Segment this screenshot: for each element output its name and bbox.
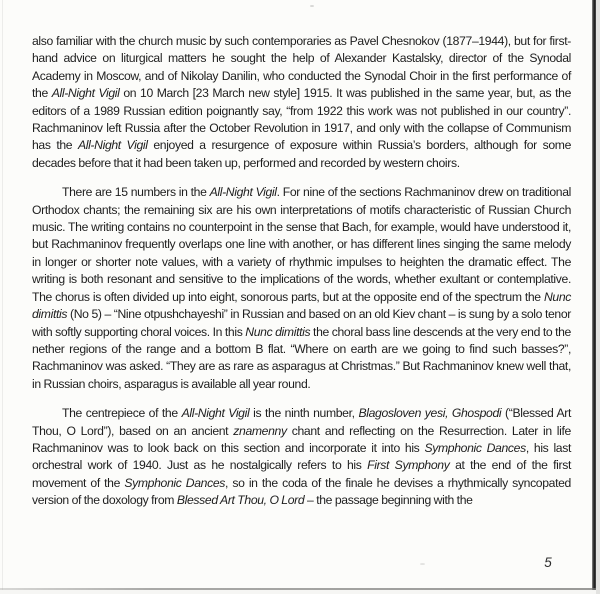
liner-notes-text bbox=[32, 33, 571, 510]
text-run: (No 5) – “Nine otpushchayeshi” in Russian and based on an old Kiev chant – is sung by a solo tenor with softly supporting choral voices. In this bbox=[32, 307, 571, 339]
italic-text-run: Blagosloven yesi, Ghospodi bbox=[358, 406, 502, 421]
text-run: There are 15 numbers in the bbox=[62, 185, 210, 200]
text-run: chant and reflecting on the Resurrection. Later in life Rachmaninov was to look back on this section and incorporate it into his bbox=[32, 423, 571, 455]
italic-text-run: All-Night Vigil bbox=[77, 138, 148, 153]
italic-text-run: Blessed Art Thou, O Lord bbox=[176, 493, 305, 508]
text-run: is the ninth number, bbox=[249, 406, 359, 421]
italic-text-run: All-Night Vigil bbox=[181, 406, 250, 421]
scan-artifact bbox=[420, 563, 425, 565]
italic-text-run: Symphonic Dances bbox=[124, 475, 226, 490]
italic-text-run: Nunc dimittis bbox=[245, 324, 311, 339]
scan-margin-bottom bbox=[0, 590, 596, 594]
italic-text-run: All-Night Vigil bbox=[209, 185, 277, 200]
paragraph bbox=[32, 33, 571, 172]
italic-text-run: znamenny bbox=[233, 423, 287, 438]
italic-text-run: Symphonic Dances bbox=[424, 440, 526, 455]
text-run: also familiar with the church music by such contemporaries as Pavel Chesnokov (1877–1944), but for first-hand advice on liturgical matters he sought the help of Alexander Kastalsky, director of the Synodal Academy in Moscow, and of Nikolay Danilin, who conducted the Synodal Choir in the first performance of the bbox=[32, 34, 571, 101]
text-run: on 10 March [23 March new style] 1915. It was published in the same year, but, as the editors of a 1989 Russian edition poignantly say, “from 1922 this work was not published in our country”. Rachmaninov left Russia after the October Revolution in 1917, and only with the collapse of Communism has the bbox=[32, 86, 571, 153]
text-run: , so in the coda of the finale he devises a rhythmically syncopated version of the doxology from bbox=[32, 475, 571, 508]
text-run: (“Blessed Art Thou, O Lord”), based on an ancient bbox=[32, 406, 571, 438]
text-run: The centrepiece of the bbox=[62, 406, 182, 421]
italic-text-run: Nunc dimittis bbox=[32, 289, 571, 322]
text-run: enjoyed a resurgence of exposure within Russia’s borders, although for some decades before that it had been taken up, performed and recorded by western choirs. bbox=[32, 138, 571, 170]
text-run: . For nine of the sections Rachmaninov drew on traditional Orthodox chants; the remaining six are his own interpretations of motifs characteristic of Russian Church music. The writing contains no counterpoint in the sense that Bach, for example, would have understood it, but Rachmaninov frequently overlaps one line with another, or has different lines singing the same melody in longer or shorter note values, with a variety of rhythmic impulses to heighten the dramatic effect. The writing is both resonant and sensitive to the implications of the words, whether exultant or contemplative. The chorus is often divided up into eight, sonorous parts, but at the opposite end of the spectrum the bbox=[32, 185, 571, 304]
italic-text-run: First Symphony bbox=[367, 458, 450, 473]
italic-text-run: All-Night Vigil bbox=[51, 86, 120, 101]
paragraph bbox=[32, 405, 571, 509]
text-run: at the end of the first movement of the bbox=[32, 458, 571, 490]
text-run: – the passage beginning with the bbox=[304, 493, 473, 508]
text-run: the choral bass line descends at the very end to the nether regions of the range and a bottom B flat. “Where on earth are we going to find such basses?”, Rachmaninov was asked. “They are as rare as asparagus at Christmas.” But Rachmaninov knew well that, in Russian choirs, asparagus is available all year round. bbox=[32, 324, 571, 391]
scan-margin-right bbox=[596, 0, 600, 594]
page-number: 5 bbox=[544, 555, 552, 570]
text-run: , his last orchestral work of 1940. Just as he nostalgically refers to his bbox=[32, 440, 572, 473]
scan-artifact bbox=[310, 5, 314, 7]
paragraph bbox=[32, 184, 571, 393]
scan-edge-left bbox=[2, 0, 3, 594]
